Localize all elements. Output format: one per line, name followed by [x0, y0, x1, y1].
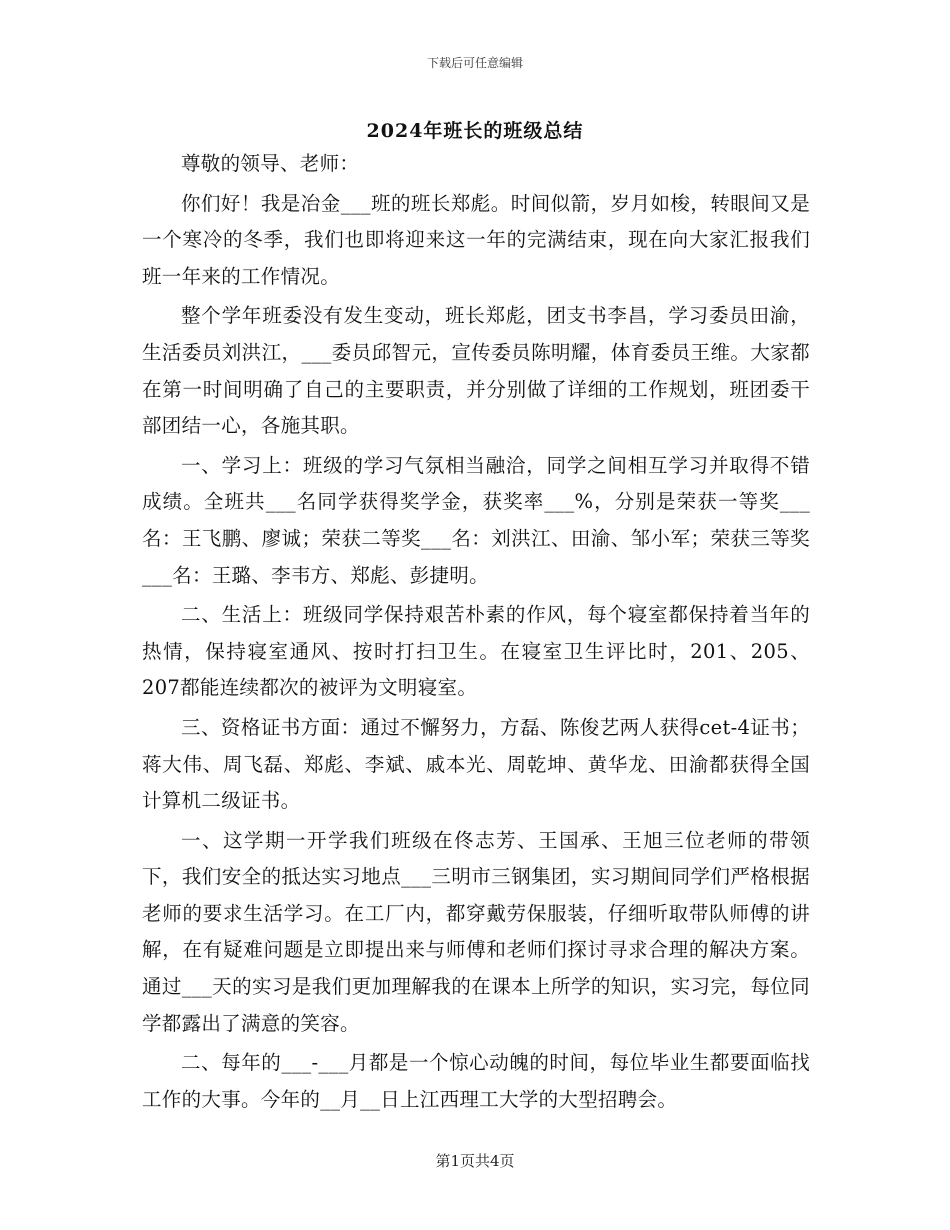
page-footer: 第1页共4页 [435, 1152, 515, 1170]
paragraph-7: 二、每年的___-___月都是一个惊心动魄的时间，每位毕业生都要面临找工作的大事。今年的__月__日上江西理工大学的大型招聘会。 [142, 1051, 810, 1111]
paragraph-6: 一、这学期一开学我们班级在佟志芳、王国承、王旭三位老师的带领下，我们安全的抵达实习地点___三明市三钢集团，实习期间同学们严格根据老师的要求生活学习。在工厂内，都穿戴劳保服装，仔细听取带队师傅的讲解，在有疑难问题是立即提出来与师傅和老师们探讨寻求合理的解决方案。通过___天的实习是我们更加理解我的在课本上所学的知识，实习完，每位同学都露出了满意的笑容。 [142, 828, 810, 1035]
paragraph-3: 一、学习上：班级的学习气氛相当融洽，同学之间相互学习并取得不错成绩。全班共___名同学获得奖学金，获奖率___%，分别是荣获一等奖___名：王飞鹏、廖诚；荣获二等奖___名：刘洪江、田渝、邹小军；荣获三等奖___名：王璐、李韦方、郑彪、彭捷明。 [142, 453, 810, 587]
paragraph-4: 二、生活上：班级同学保持艰苦朴素的作风，每个寝室都保持着当年的热情，保持寝室通风、按时打扫卫生。在寝室卫生评比时，201、205、207都能连续都次的被评为文明寝室。 [142, 603, 810, 700]
paragraph-5: 三、资格证书方面：通过不懈努力，方磊、陈俊艺两人获得cet-4证书；蒋大伟、周飞磊、郑彪、李斌、戚本光、周乾坤、黄华龙、田渝都获得全国计算机二级证书。 [142, 715, 810, 813]
document-body [142, 146, 810, 1118]
salutation: 尊敬的领导、老师： [181, 152, 360, 175]
document-title: 2024年班长的班级总结 [366, 120, 584, 142]
paragraph-2: 整个学年班委没有发生变动，班长郑彪，团支书李昌，学习委员田渝，生活委员刘洪江，___委员邱智元，宣传委员陈明耀，体育委员王维。大家都在第一时间明确了自己的主要职责，并分别做了详细的工作规划，班团委干部团结一心，各施其职。 [142, 304, 810, 438]
header-note: 下载后可任意编辑 [426, 56, 523, 70]
paragraph-1: 你们好！我是冶金___班的班长郑彪。时间似箭，岁月如梭，转眼间又是一个寒冷的冬季，我们也即将迎来这一年的完满结束，现在向大家汇报我们班一年来的工作情况。 [142, 191, 810, 288]
